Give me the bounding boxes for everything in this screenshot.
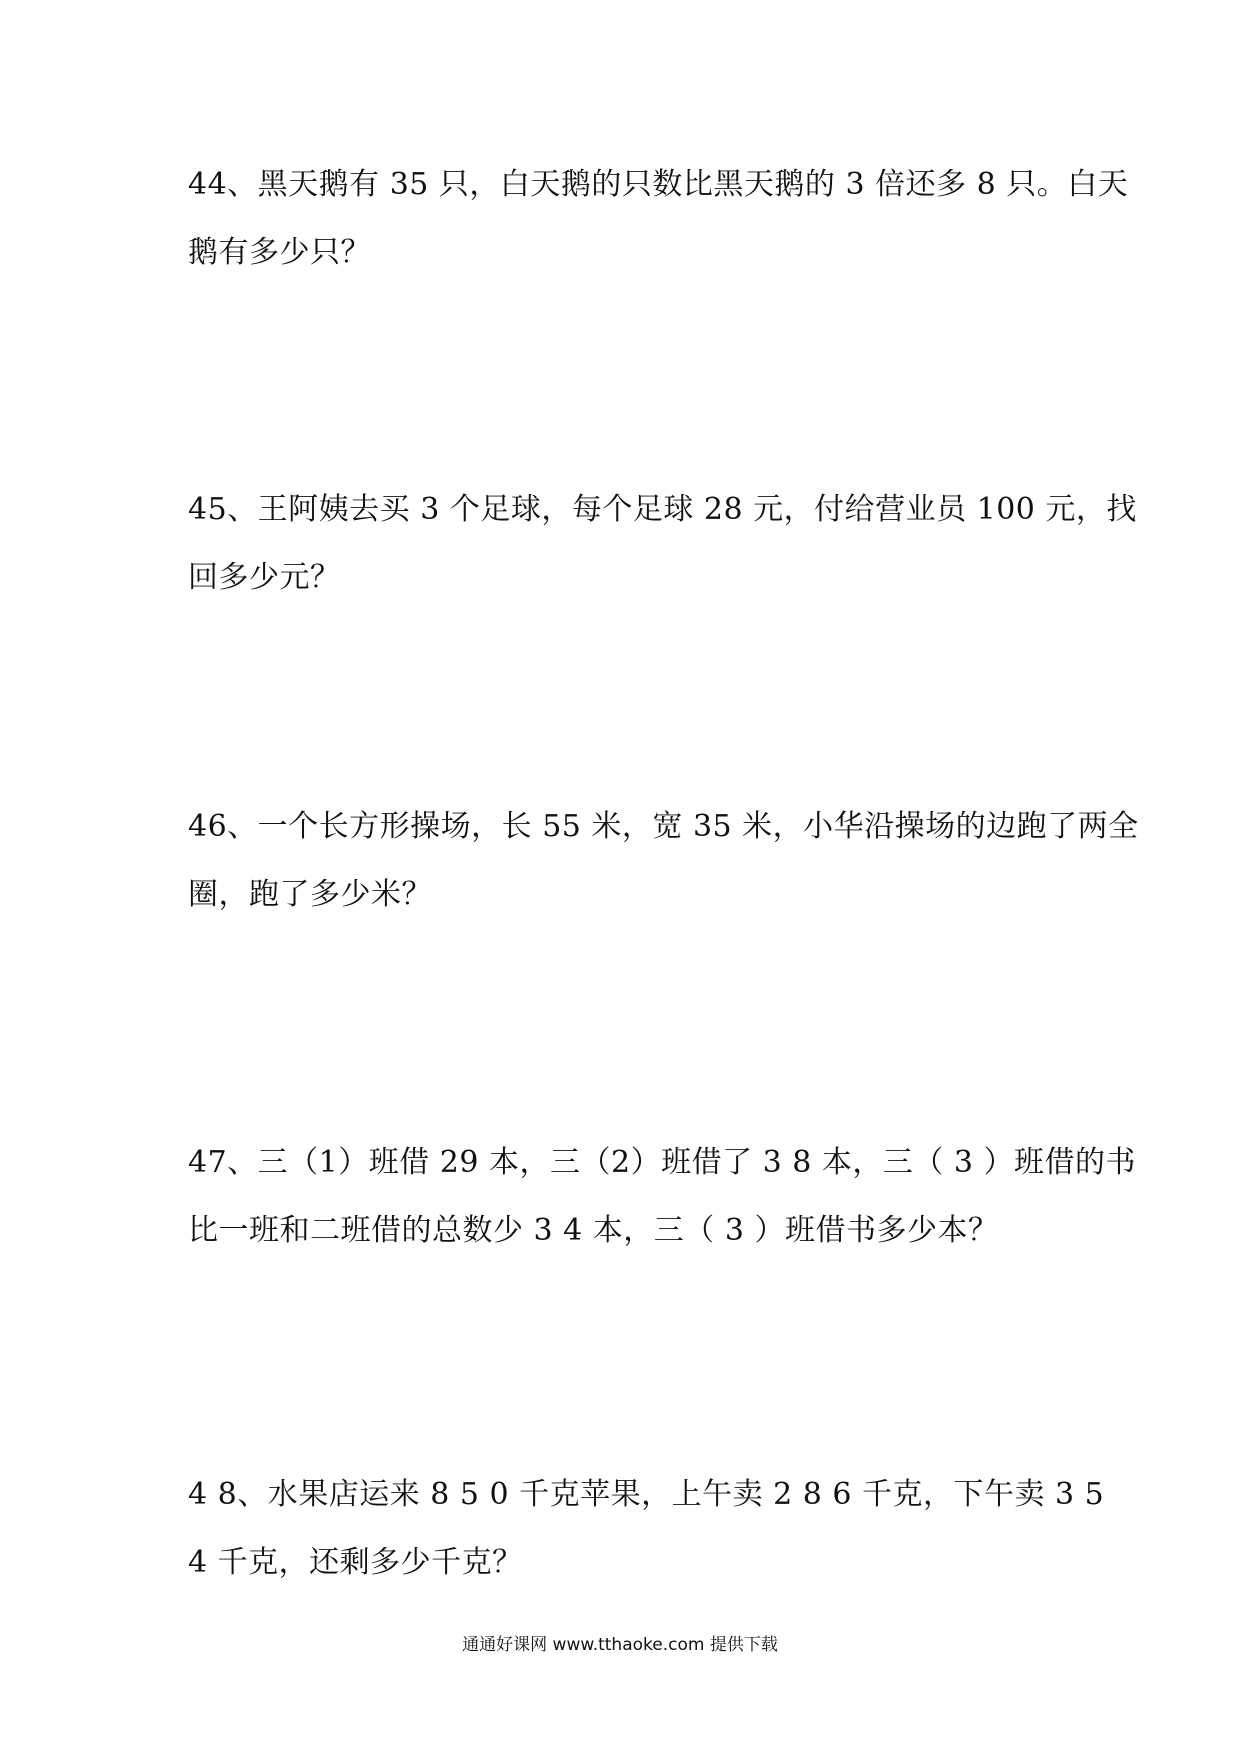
problem-46: [188, 793, 1139, 929]
problem-48: [188, 1461, 1105, 1597]
problem-45-line-2: 回多少元？: [188, 560, 341, 595]
problem-47-line-1: 47、三（1）班借 29 本，三（2）班借了 3 8 本，三（ 3 ）班借的书: [188, 1145, 1137, 1180]
problem-48-line-2: 4 千克，还剩多少千克？: [188, 1545, 523, 1580]
page-footer: 通通好课网 www.tthaoke.com 提供下载: [462, 1635, 778, 1655]
problem-44-line-1: 44、黑天鹅有 35 只，白天鹅的只数比黑天鹅的 3 倍还多 8 只。白天: [188, 167, 1129, 202]
problem-48-line-1: 4 8、水果店运来 8 5 0 千克苹果，上午卖 2 8 6 千克，下午卖 3 5: [188, 1477, 1105, 1512]
problem-45-line-1: 45、王阿姨去买 3 个足球，每个足球 28 元，付给营业员 100 元，找: [188, 492, 1137, 527]
problem-46-line-1: 46、一个长方形操场，长 55 米，宽 35 米，小华沿操场的边跑了两全: [188, 809, 1139, 844]
problem-45: [188, 476, 1137, 612]
problem-47-line-2: 比一班和二班借的总数少 3 4 本，三（ 3 ）班借书多少本？: [188, 1213, 999, 1248]
problem-44-line-2: 鹅有多少只？: [188, 235, 371, 270]
problem-46-line-2: 圈，跑了多少米？: [188, 877, 432, 912]
problem-44: [188, 151, 1129, 287]
problem-47: [188, 1129, 1137, 1265]
